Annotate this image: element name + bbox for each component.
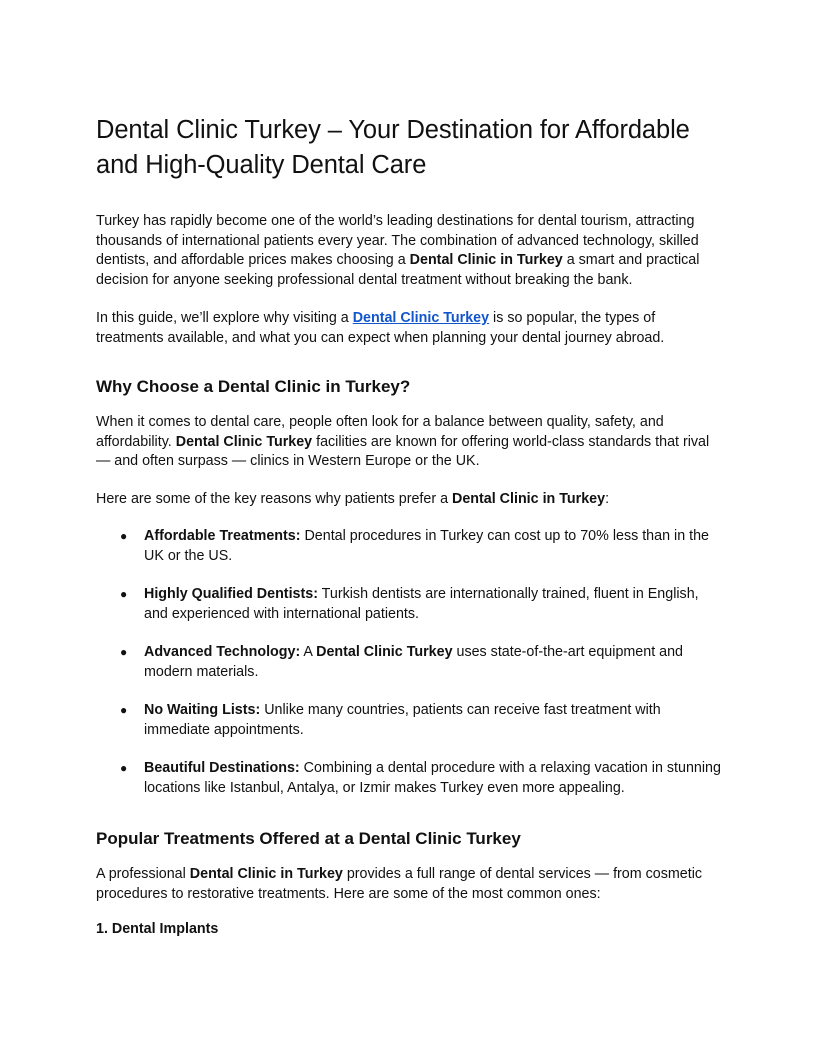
list-item-bold-2: Dental Clinic Turkey <box>316 644 453 660</box>
list-item-bold: Highly Qualified Dentists: <box>144 586 318 602</box>
intro-text-1: Turkey has rapidly become one of the world’s leading destinations for dental tourism, attracting thousands of international patients every year. The combination of advanced technology, skilled dentists, and affordable prices makes choosing a <box>96 213 699 268</box>
section-heading-why: Why Choose a Dental Clinic in Turkey? <box>96 377 411 396</box>
list-item-text: A <box>300 644 317 660</box>
intro-paragraph <box>96 212 726 290</box>
list-item-text: Turkish dentists are internationally trained, fluent in English, and experienced with international patients. <box>144 586 699 622</box>
list-item-text: Dental procedures in Turkey can cost up to 70% less than in the UK or the US. <box>144 528 709 564</box>
list-item-bold: No Waiting Lists: <box>144 702 261 718</box>
bullet-icon: ● <box>120 761 128 775</box>
popular-text-1: A professional <box>96 866 190 882</box>
section-heading-popular: Popular Treatments Offered at a Dental Clinic Turkey <box>96 829 521 848</box>
subheading-dental-implants: 1. Dental Implants <box>96 921 219 937</box>
list-item-bold: Beautiful Destinations: <box>144 760 300 776</box>
why-p2-text-1: Here are some of the key reasons why patients prefer a <box>96 490 453 507</box>
list-item-destinations <box>96 759 726 798</box>
why-paragraph-1 <box>96 413 726 472</box>
bullet-icon: ● <box>120 645 128 659</box>
guide-paragraph <box>96 309 726 348</box>
list-item-affordable <box>96 527 726 566</box>
bullet-icon: ● <box>120 587 128 601</box>
bullet-icon: ● <box>120 529 128 543</box>
list-item-text: Unlike many countries, patients can receive fast treatment with immediate appointments. <box>144 702 661 738</box>
list-item-bold: Advanced Technology: <box>144 644 301 660</box>
why-paragraph-2 <box>96 490 726 510</box>
popular-paragraph <box>96 865 726 904</box>
popular-bold-1: Dental Clinic in Turkey <box>189 866 343 882</box>
why-p1-text-2: facilities are known for offering world-class standards that rival — and often surpass — clinics in Western Europe or the UK. <box>96 433 710 469</box>
why-p1-text-1: When it comes to dental care, people often look for a balance between quality, safety, and affordability. <box>96 414 664 450</box>
intro-text-2: a smart and practical decision for anyone seeking professional dental treatment without breaking the bank. <box>96 252 700 288</box>
why-p2-bold-1: Dental Clinic in Turkey <box>452 490 606 507</box>
why-p2-text-2: : <box>605 490 610 507</box>
guide-text-2: is so popular, the types of treatments available, and what you can expect when planning your dental journey abroad. <box>96 310 665 346</box>
page-title: Dental Clinic Turkey – Your Destination for Affordable and High-Quality Dental Care <box>96 116 690 179</box>
intro-bold-1: Dental Clinic in Turkey <box>409 252 563 268</box>
dental-clinic-turkey-link[interactable]: Dental Clinic Turkey <box>352 310 490 326</box>
list-item-waiting <box>96 701 726 740</box>
list-item-text: Combining a dental procedure with a relaxing vacation in stunning locations like Istanbul, Antalya, or Izmir makes Turkey even more appealing. <box>144 760 721 796</box>
bullet-icon: ● <box>120 703 128 717</box>
list-item-technology <box>96 643 726 682</box>
guide-text-1: In this guide, we’ll explore why visiting a <box>96 310 353 326</box>
why-p1-bold-1: Dental Clinic Turkey <box>175 433 313 450</box>
document-page <box>96 113 726 940</box>
popular-text-2: provides a full range of dental services — from cosmetic procedures to restorative treatments. Here are some of the most common ones: <box>96 866 703 902</box>
list-item-text-2: uses state-of-the-art equipment and modern materials. <box>144 644 683 680</box>
list-item-bold: Affordable Treatments: <box>144 528 301 544</box>
list-item-dentists <box>96 585 726 624</box>
reasons-list <box>96 527 726 798</box>
